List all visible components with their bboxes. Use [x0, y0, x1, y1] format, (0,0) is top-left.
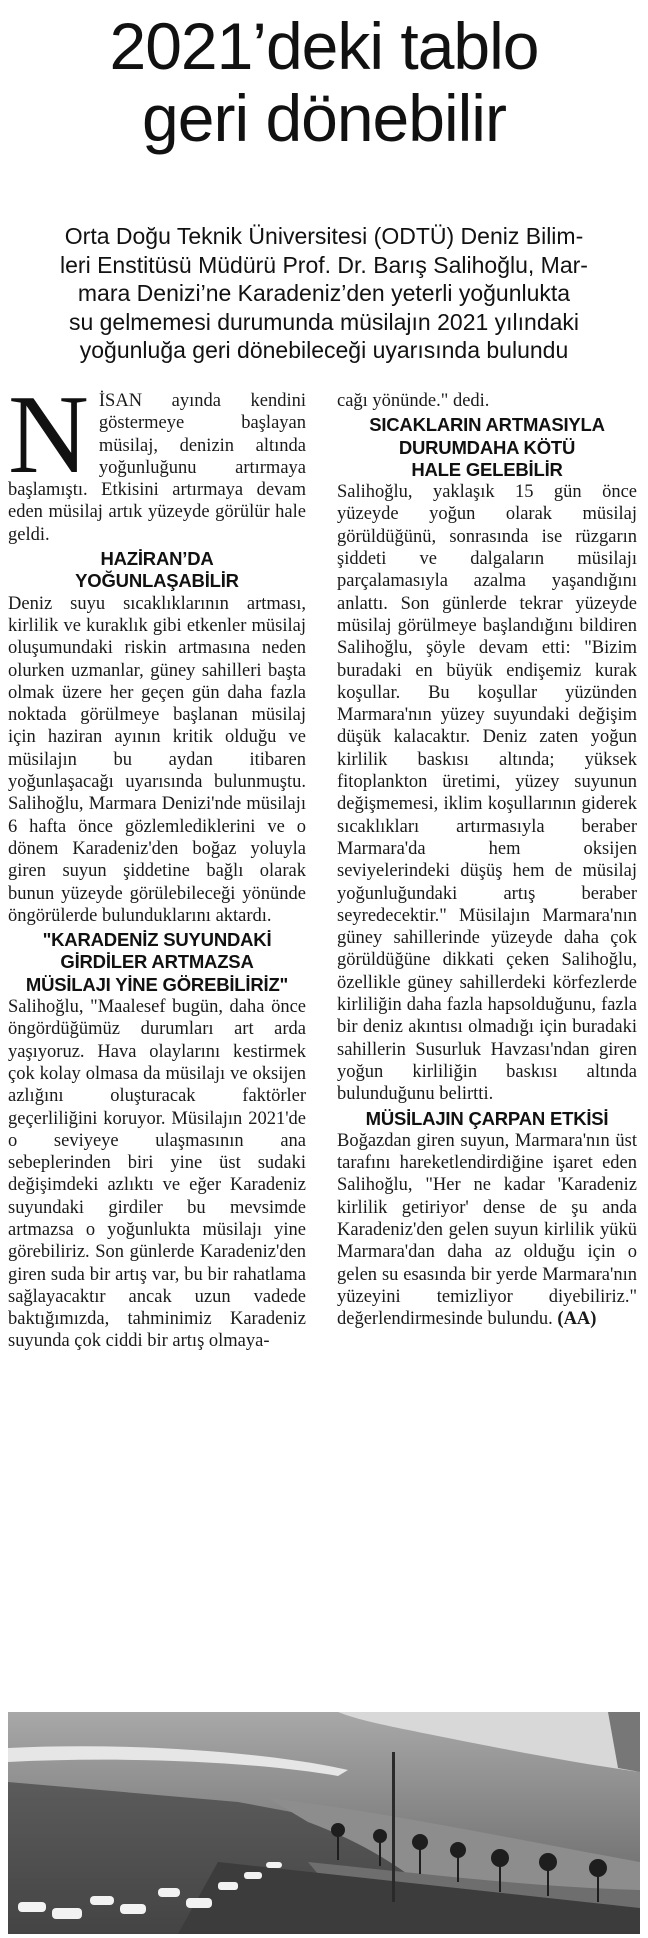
drop-cap: N [8, 373, 89, 497]
subheading-carpan-etkisi: MÜSİLAJIN ÇARPAN ETKİSİ [365, 1107, 609, 1129]
subheading-sicaklarin-line-3: HALE GELEBİLİR [411, 458, 563, 480]
subheading-karadeniz-line-2: GİRDİLER ARTMAZSA [60, 951, 254, 973]
body-paragraph-5-text: Boğazdan giren suyun, Marmara'nın üst tarafını hareketlendirdiğine işaret eden Salihoğlu, "Her ne kadar 'Karadeniz kirlilik getiriyor' dense de şu anda Karadeniz'den gelen suyun kirlilik yükü Marmara'dan daha az olduğu için o gelen su esasında bir yerde Marmara'nın yüzeyini temizliyor diyebiliriz." değerlendirmesinde bulundu. [337, 1130, 637, 1330]
lead-paragraph [18, 222, 630, 365]
lead-line-3: mara Denizi’ne Karadeniz’den yeterli yoğunlukta [77, 280, 571, 306]
lead-line-2: leri Enstitüsü Müdürü Prof. Dr. Barış Salihoğlu, Mar- [60, 251, 588, 278]
subheading-sicaklarin [337, 414, 637, 481]
coastline-photo [8, 1712, 640, 1934]
headline-line-2: geri dönebilir [142, 81, 506, 155]
body-paragraph-5 [337, 1130, 637, 1331]
article-column-right [337, 390, 637, 1330]
lead-line-4: su gelmemesi durumunda müsilajın 2021 yılındaki [68, 308, 580, 335]
headline-line-1: 2021’deki tablo [109, 9, 539, 83]
lead-line-1: Orta Doğu Teknik Üniversitesi (ODTÜ) Deniz Bilim- [64, 223, 584, 249]
article-column-left [8, 373, 306, 1353]
subheading-karadeniz-line-1: "KARADENİZ SUYUNDAKİ [42, 929, 272, 951]
lead-line-5: yoğunluğa geri dönebileceği uyarısında bulundu [79, 337, 569, 363]
body-paragraph-2: Deniz suyu sıcaklıklarının artması, kirlilik ve kuraklık gibi etkenler müsilaj oluşumundaki riskin artmasına neden olurken uzmanlar, güney sahilleri başta olmak üzere her geçen gün daha fazla noktada görülmeye başlanan müsilaj için haziran ayının kritik olduğu ve müsilajın bu aydan itibaren yoğunlaşacağı uyarısında bulunmuştu. Salihoğlu, Marmara Denizi'nde müsilajı 6 hafta önce gözlemlediklerini ve o dönem Karadeniz'den boğaz yoluyla giren suyun şiddetine bağlı olarak bunun yüzeyde görülebileceği yönünde öngörülerde bulunduklarını aktardı. [8, 593, 306, 926]
subheading-sicaklarin-line-2: DURUMDAHA KÖTÜ [398, 436, 576, 458]
body-paragraph-3-continued: cağı yönünde." dedi. [337, 391, 490, 411]
subheading-haziran-line-1: HAZİRAN’DA [100, 548, 214, 570]
source-credit: (AA) [557, 1309, 597, 1330]
intro-paragraph [8, 373, 306, 546]
intro-text: İSAN ayında kendini göstermeye başlayan müsilaj, denizin altında yoğunluğunu artırmaya başlamıştı. Etkisini artırmaya devam eden müsilaj artık yüzeyde görülür hale geldi. [8, 391, 306, 545]
subheading-sicaklarin-line-1: SICAKLARIN ARTMASIYLA [369, 414, 605, 436]
subheading-haziran-line-2: YOĞUNLAŞABİLİR [75, 570, 239, 592]
body-paragraph-3: Salihoğlu, "Maalesef bugün, daha önce öngördüğümüz durumları art arda yaşıyoruz. Hava olaylarını kestirmek çok kolay olmasa da müsilajı ve oksijen azlığını oluşturacak faktörler geçerliliğini koruyor. Müsilajın 2021'de o seviyeye ulaşmasının ana sebeplerinden biri yine üst sudaki değişimdeki azlıktı ve eğer Karadeniz suyundaki girdiler bu mevsimde artmazsa o yoğunlukta müsilajı yine görebiliriz. Son günlerde Karadeniz'den giren suda bir artış var, bu bir rahatlama sağlayacaktır ancak uzun vadede baktığımızda, tahminimiz Karadeniz suyunda çok ciddi bir artış olmaya- [8, 997, 306, 1352]
lamp-post [392, 1752, 395, 1902]
body-paragraph-4: Salihoğlu, yaklaşık 15 gün önce yüzeyde yoğun olarak müsilaj görüldüğünü, sonrasında ise rüzgarın şiddeti ve dalgaların müsilajı parçalamasıyla azalma yaşandığını anlattı. Son günlerde tekrar yüzeyde müsilaj görülmeye başlandığını bildiren Salihoğlu, şöyle devam etti: "Bizim buradaki en büyük endişemiz kurak koşullar. Bu koşullar yüzünden Marmara'nın yüzey suyundaki değişim düşük kalacaktır. Deniz zaten yoğun kirlilik baskısı altında; yüksek fitoplankton üretimi, yüzey suyunun değişmemesi, iklim koşullarının giderek sıcaklıkları artırmasıyla beraber Marmara'da hem oksijen seviyelerindeki düşüş hem de müsilaj yoğunluğundaki artış beraber seyredecektir." Müsilajın Marmara'nın güney sahillerinde yüzeyde daha çok görüldüğüne dikkati çeken Salihoğlu, özellikle güney sahillerdeki körfezlerde kirliliğin daha fazla hapsolduğunu, fazla bir deniz akıntısı olmadığı için buradaki sahillerin Susurluk Havzası'ndan giren yoğun kirliliğin baskısı altında bulunduğunu belirtti. [337, 482, 637, 1105]
headline [0, 10, 648, 154]
coastline-photo-graphic [8, 1712, 640, 1934]
subheading-karadeniz-line-3: MÜSİLAJI YİNE GÖREBİLİRİZ" [25, 973, 289, 995]
subheading-karadeniz [8, 929, 306, 996]
subheading-haziran [8, 548, 306, 593]
